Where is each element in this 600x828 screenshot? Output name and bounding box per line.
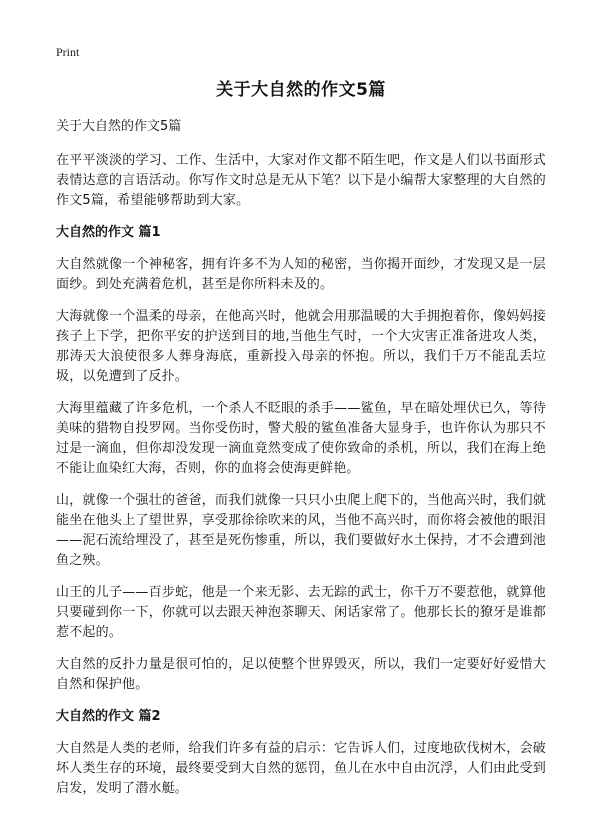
section-heading: 大自然的作文 篇1 xyxy=(56,225,161,240)
document-subtitle: 关于大自然的作文5篇 xyxy=(56,119,182,134)
paragraph: 大海里蕴藏了许多危机，一个杀人不眨眼的杀手——鲨鱼，早在暗处埋伏已久，等待美味的猎物自投罗网。当你受伤时，警犬般的鲨鱼准备大显身手，也许你认为那只不过是一滴血，但你却没发现一滴血竟然变成了使你致命的杀机，所以，我们在海上绝不能让血染红大海，否则，你的血将会使海更鲜艳。 xyxy=(56,401,546,476)
print-link[interactable]: Print xyxy=(56,45,80,59)
paragraph: 山，就像一个强壮的爸爸，而我们就像一只只小虫爬上爬下的，当他高兴时，我们就能坐在他头上了望世界，享受那徐徐吹来的风，当他不高兴时，而你将会被他的眼泪——泥石流给埋没了，甚至是死伤惨重，所以，我们要做好水土保持，才不会遭到池鱼之殃。 xyxy=(56,493,546,568)
page-title: 关于大自然的作文5篇 xyxy=(216,80,386,100)
essay-section-1 xyxy=(56,223,546,695)
paragraph: 大海就像一个温柔的母亲，在他高兴时，他就会用那温暖的大手拥抱着你，像妈妈接孩子上下学，把你平安的护送到目的地,当他生气时，一个大灾害正准备进攻人类，那涛天大浪使很多人葬身海底，重新投入母亲的怀抱。所以，我们千万不能乱丢垃圾，以免遭到了反扑。 xyxy=(56,309,546,384)
paragraph: 大自然就像一个神秘客，拥有许多不为人知的秘密，当你揭开面纱，才发现又是一层面纱。到处充满着危机，甚至是你所料未及的。 xyxy=(56,257,546,292)
section-heading: 大自然的作文 篇2 xyxy=(56,709,161,724)
essay-section-2 xyxy=(56,707,546,799)
document-page xyxy=(56,77,546,811)
paragraph: 山王的儿子——百步蛇，他是一个来无影、去无踪的武士，你千万不要惹他，就算他只要碰到你一下，你就可以去跟天神泡茶聊天、闲话家常了。他那长长的獠牙是谁都惹不起的。 xyxy=(56,585,546,640)
paragraph: 大自然是人类的老师，给我们许多有益的启示：它告诉人们，过度地砍伐树木，会破坏人类生存的环境，最终要受到大自然的惩罚，鱼儿在水中自由沉浮，人们由此受到启发，发明了潜水艇。 xyxy=(56,741,546,796)
paragraph: 大自然的反扑力量是很可怕的，足以使整个世界毁灭，所以，我们一定要好好爱惜大自然和保护他。 xyxy=(56,657,546,692)
intro-paragraph: 在平平淡淡的学习、工作、生活中，大家对作文都不陌生吧，作文是人们以书面形式表情达意的言语活动。你写作文时总是无从下笔？以下是小编帮大家整理的大自然的作文5篇，希望能够帮助到大家。 xyxy=(56,153,546,208)
